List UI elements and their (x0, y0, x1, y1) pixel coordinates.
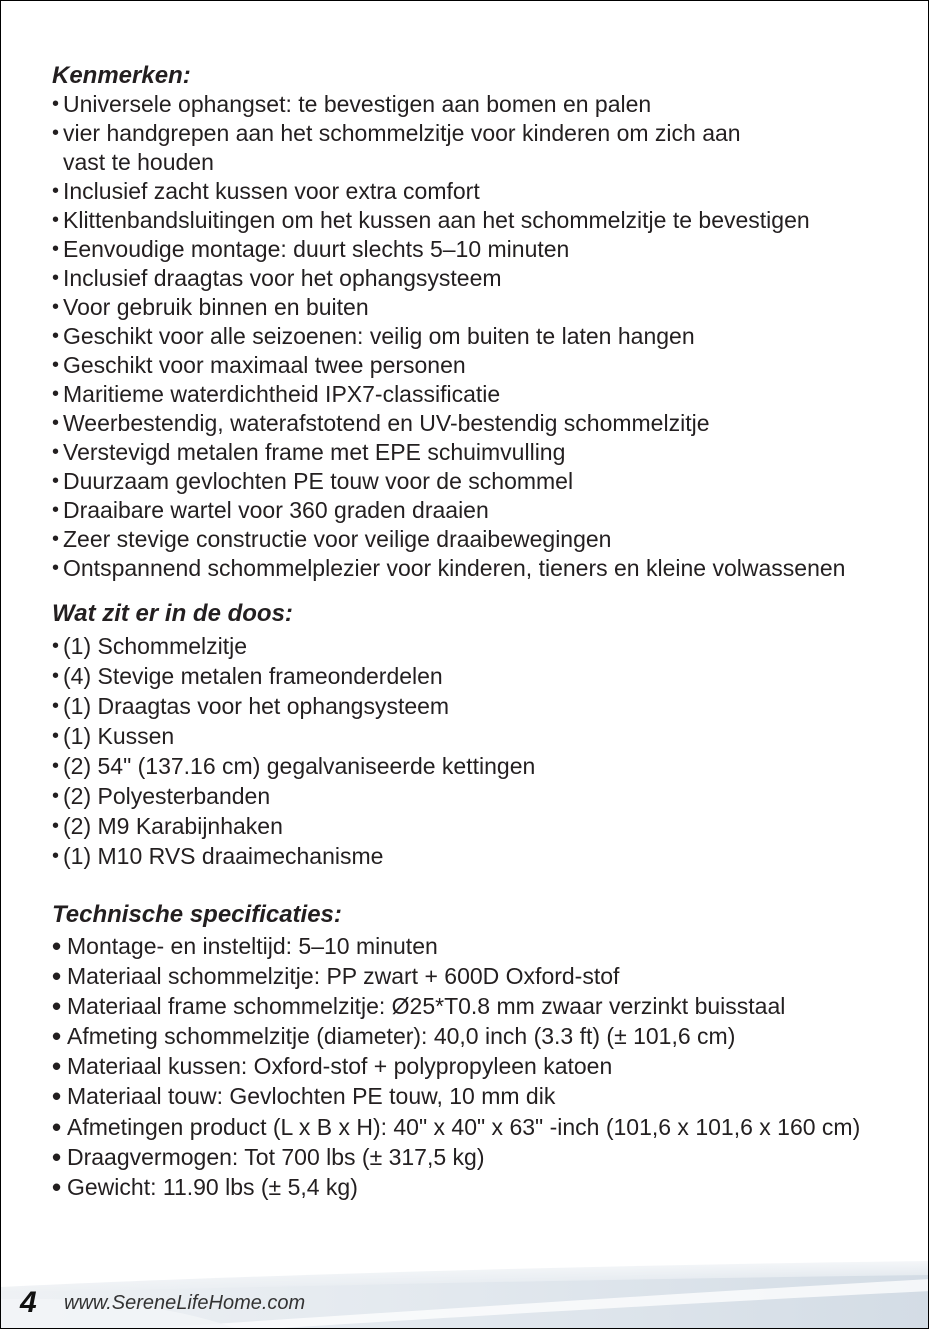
list-item: • (1) Schommelzitje (52, 631, 535, 661)
features-section (52, 61, 845, 583)
bullet (52, 991, 67, 1021)
list-item: • (2) M9 Karabijnhaken (52, 811, 535, 841)
list-item: • Draagvermogen: Tot 700 lbs (± 317,5 kg) (52, 1142, 860, 1172)
bullet (52, 177, 63, 206)
bullet (52, 751, 63, 781)
bullet (52, 1081, 67, 1111)
bullet (52, 811, 63, 841)
list-item: • Maritieme waterdichtheid IPX7-classificatie (52, 380, 845, 409)
box-contents-list (52, 631, 535, 871)
bullet (52, 438, 63, 467)
list-item: • Zeer stevige constructie voor veilige draaibewegingen (52, 525, 845, 554)
bullet (52, 206, 63, 235)
website-url: www.SereneLifeHome.com (64, 1292, 306, 1314)
bullet (52, 1112, 67, 1142)
bullet (52, 119, 63, 148)
list-item: • (1) Kussen (52, 721, 535, 751)
bullet (52, 631, 63, 661)
list-item: • Voor gebruik binnen en buiten (52, 293, 845, 322)
list-item: • Materiaal frame schommelzitje: Ø25*T0.8 mm zwaar verzinkt buisstaal (52, 991, 860, 1021)
list-item: • vier handgrepen aan het schommelzitje voor kinderen om zich aan vast te houden (52, 119, 845, 177)
bullet (52, 496, 63, 525)
list-item: • Materiaal kussen: Oxford-stof + polypropyleen katoen (52, 1051, 860, 1081)
list-item: • Draaibare wartel voor 360 graden draaien (52, 496, 845, 525)
bullet (52, 781, 63, 811)
bullet (52, 1172, 67, 1202)
list-item: • Afmetingen product (L x B x H): 40" x 40" x 63" -inch (101,6 x 101,6 x 160 cm) (52, 1112, 860, 1142)
bullet (52, 1142, 67, 1172)
list-item: • Eenvoudige montage: duurt slechts 5–10 minuten (52, 235, 845, 264)
list-item: • Inclusief zacht kussen voor extra comfort (52, 177, 845, 206)
bullet (52, 1021, 67, 1051)
bullet (52, 380, 63, 409)
bullet (52, 264, 63, 293)
bullet (52, 554, 63, 583)
bullet (52, 721, 63, 751)
list-item: • Verstevigd metalen frame met EPE schuimvulling (52, 438, 845, 467)
bullet (52, 691, 63, 721)
page-number: 4 (20, 1286, 37, 1319)
specs-heading: Technische specificaties: (52, 901, 342, 928)
bullet (52, 293, 63, 322)
list-item: • Montage- en insteltijd: 5–10 minuten (52, 931, 860, 961)
list-item: • Weerbestendig, waterafstotend en UV-bestendig schommelzitje (52, 409, 845, 438)
features-heading: Kenmerken: (52, 62, 191, 89)
list-item: • Gewicht: 11.90 lbs (± 5,4 kg) (52, 1172, 860, 1202)
list-item: • (2) Polyesterbanden (52, 781, 535, 811)
bullet (52, 661, 63, 691)
box-contents-section (52, 599, 535, 871)
box-contents-heading: Wat zit er in de doos: (52, 600, 293, 627)
bullet (52, 235, 63, 264)
list-item: • Afmeting schommelzitje (diameter): 40,0 inch (3.3 ft) (± 101,6 cm) (52, 1021, 860, 1051)
bullet (52, 931, 67, 961)
list-item: • Klittenbandsluitingen om het kussen aan het schommelzitje te bevestigen (52, 206, 845, 235)
list-item: • (4) Stevige metalen frameonderdelen (52, 661, 535, 691)
list-item: • Duurzaam gevlochten PE touw voor de schommel (52, 467, 845, 496)
bullet (52, 467, 63, 496)
list-item: • Universele ophangset: te bevestigen aan bomen en palen (52, 90, 845, 119)
bullet (52, 961, 67, 991)
list-item: • (1) M10 RVS draaimechanisme (52, 841, 535, 871)
bullet (52, 409, 63, 438)
specs-section (52, 900, 860, 1202)
list-item: • (2) 54" (137.16 cm) gegalvaniseerde kettingen (52, 751, 535, 781)
bullet (52, 1051, 67, 1081)
bullet (52, 525, 63, 554)
list-item: • Geschikt voor maximaal twee personen (52, 351, 845, 380)
bullet (52, 90, 63, 119)
list-item: • Ontspannend schommelplezier voor kinderen, tieners en kleine volwassenen (52, 554, 845, 583)
list-item: • Inclusief draagtas voor het ophangsysteem (52, 264, 845, 293)
list-item: • (1) Draagtas voor het ophangsysteem (52, 691, 535, 721)
bullet (52, 322, 63, 351)
bullet (52, 841, 63, 871)
list-item: • Geschikt voor alle seizoenen: veilig om buiten te laten hangen (52, 322, 845, 351)
specs-list (52, 931, 860, 1202)
list-item: • Materiaal touw: Gevlochten PE touw, 10 mm dik (52, 1081, 860, 1111)
features-list (52, 90, 845, 583)
list-item: • Materiaal schommelzitje: PP zwart + 600D Oxford-stof (52, 961, 860, 991)
bullet (52, 351, 63, 380)
